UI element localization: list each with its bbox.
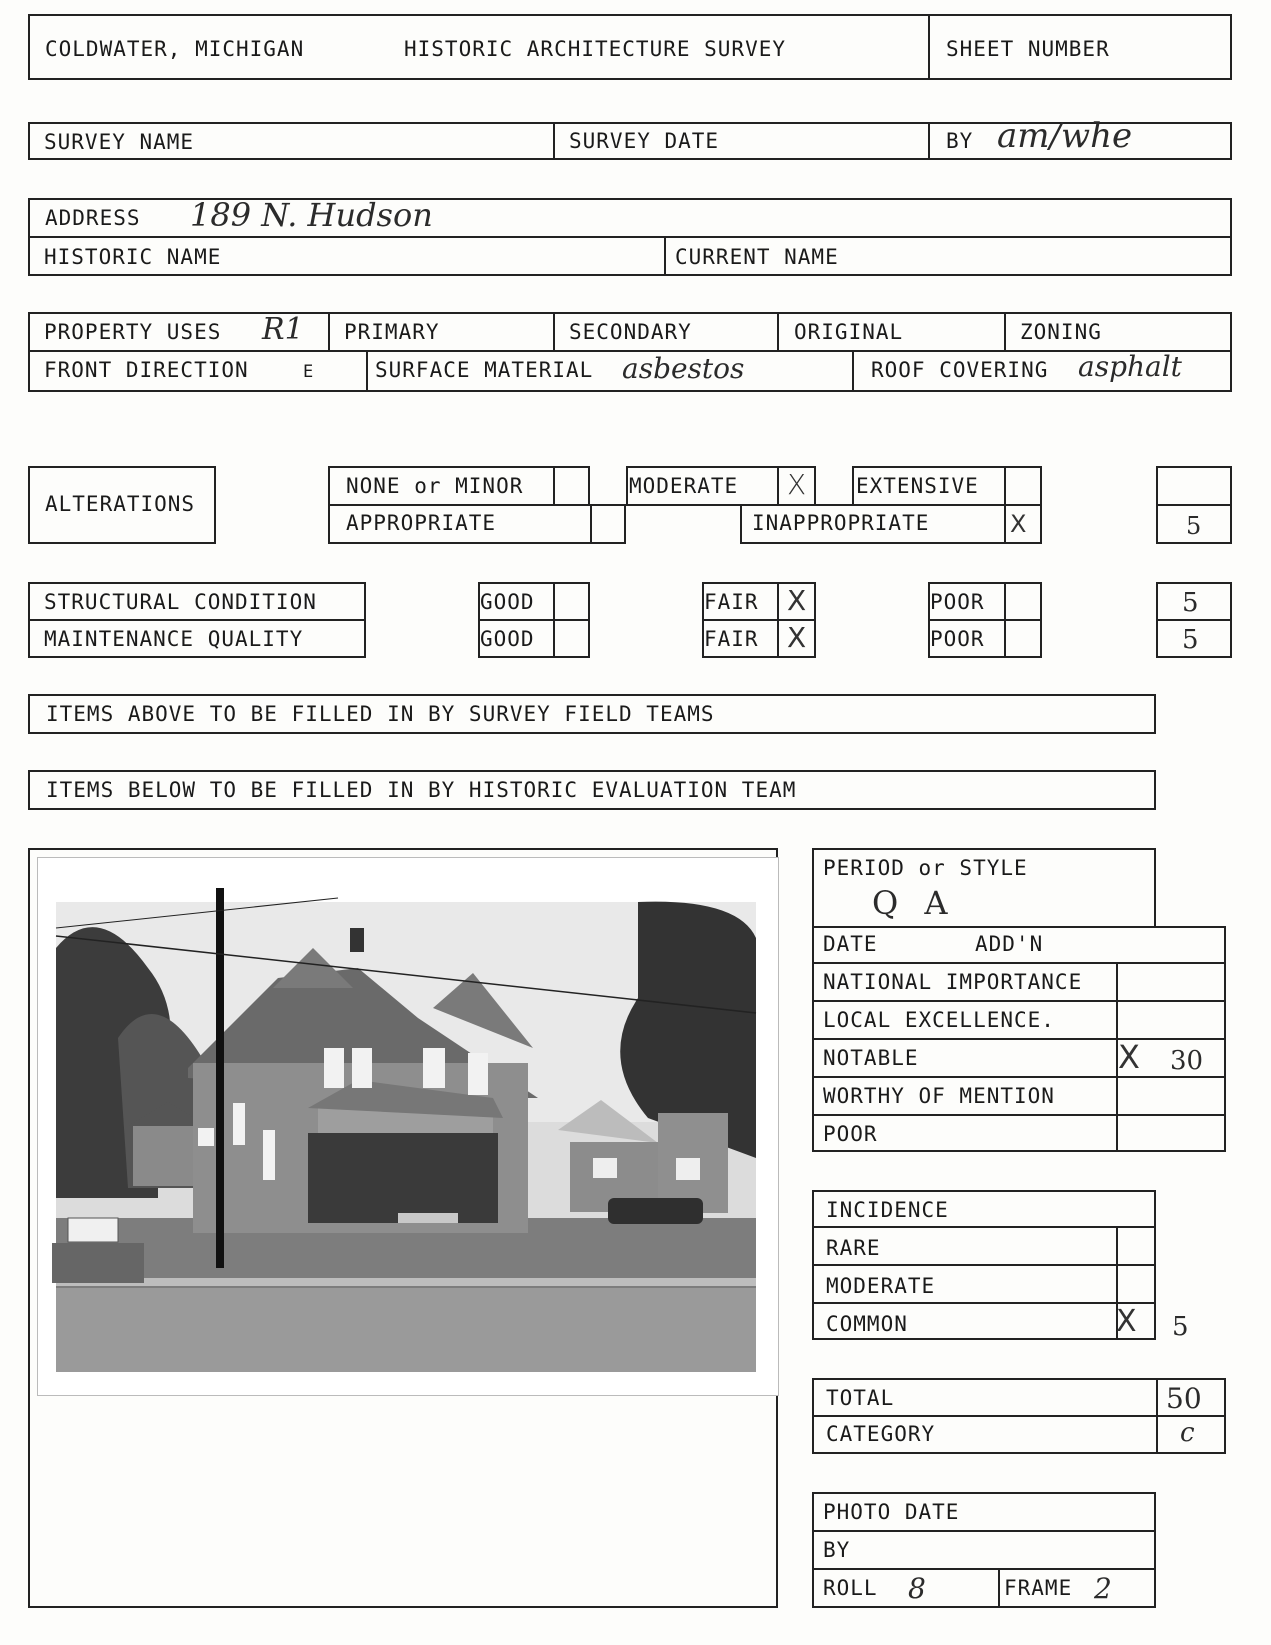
photo-date-label: PHOTO DATE (823, 1500, 960, 1524)
good-div-v (553, 582, 555, 658)
survey-row-div1 (553, 122, 555, 160)
fair-div-v (777, 582, 779, 658)
moderate-mark: X (787, 468, 807, 501)
prop-div2 (553, 312, 555, 352)
inappropriate-mark: X (1010, 510, 1027, 538)
front-direction-label: FRONT DIRECTION (44, 358, 249, 382)
poor-div-v (1004, 582, 1006, 658)
none-minor-label: NONE or MINOR (346, 474, 524, 498)
address-value: 189 N. Hudson (190, 196, 433, 234)
moderate-check-div (777, 466, 779, 506)
common-score: 5 (1172, 1312, 1189, 1342)
address-label: ADDRESS (45, 206, 141, 230)
city-label: COLDWATER, MICHIGAN (45, 37, 305, 61)
address-divider (28, 236, 1232, 238)
historic-name-label: HISTORIC NAME (44, 245, 222, 269)
extensive-check-div (1004, 466, 1006, 506)
common-label: COMMON (826, 1312, 908, 1336)
survey-date-label: SURVEY DATE (569, 129, 720, 153)
items-above-note: ITEMS ABOVE TO BE FILLED IN BY SURVEY FIELD TEAMS (46, 702, 715, 726)
condition-score-div (1156, 619, 1232, 621)
period-style-value: Q A (872, 884, 956, 922)
structural-condition-label: STRUCTURAL CONDITION (44, 590, 317, 614)
survey-by-value: am/whe (997, 116, 1133, 156)
alterations-label: ALTERATIONS (45, 492, 196, 516)
survey-row-bottom (28, 158, 1232, 160)
photo-by-label: BY (823, 1538, 851, 1562)
house-photo-image (38, 858, 778, 1395)
maintenance-fair-label: FAIR (704, 627, 759, 651)
good-div-h (478, 619, 590, 621)
local-excellence-label: LOCAL EXCELLENCE. (823, 1008, 1055, 1032)
none-minor-check-div (553, 466, 555, 506)
zoning-label: ZONING (1020, 320, 1102, 344)
total-value: 50 (1166, 1382, 1202, 1415)
maintenance-score: 5 (1182, 625, 1199, 655)
extensive-label: EXTENSIVE (856, 474, 979, 498)
category-value: c (1180, 1418, 1195, 1448)
structural-score: 5 (1182, 588, 1199, 618)
roll-value: 8 (908, 1572, 926, 1605)
date-label: DATE (823, 932, 878, 956)
imp-row1 (812, 962, 1226, 964)
totals-div-v (1156, 1378, 1158, 1454)
survey-row-div2 (928, 122, 930, 160)
alterations-score: 5 (1186, 512, 1202, 540)
rare-label: RARE (826, 1236, 881, 1260)
prop-div1 (328, 312, 330, 352)
survey-name-label: SURVEY NAME (44, 130, 195, 154)
alterations-score-div (1156, 504, 1232, 506)
surface-material-label: SURFACE MATERIAL (375, 358, 594, 382)
front-direction-value: E (303, 362, 315, 382)
header-divider (928, 14, 930, 80)
notable-score: 30 (1170, 1046, 1204, 1076)
maintenance-poor-label: POOR (930, 627, 985, 651)
structural-fair-label: FAIR (704, 590, 759, 614)
totals-div-h (812, 1415, 1226, 1417)
inc-row3 (812, 1302, 1156, 1304)
maintenance-good-label: GOOD (480, 627, 535, 651)
imp-row2 (812, 1000, 1226, 1002)
surface-material-value: asbestos (622, 352, 745, 385)
imp-row4 (812, 1076, 1226, 1078)
frame-value: 2 (1094, 1572, 1112, 1605)
total-label: TOTAL (826, 1386, 895, 1410)
common-mark: X (1116, 1304, 1137, 1339)
survey-row-right (1230, 122, 1232, 160)
worthy-of-mention-label: WORTHY OF MENTION (823, 1084, 1055, 1108)
notable-mark: X (1118, 1038, 1140, 1076)
category-label: CATEGORY (826, 1422, 936, 1446)
structural-good-label: GOOD (480, 590, 535, 614)
incidence-label: INCIDENCE (826, 1198, 949, 1222)
maintenance-fair-mark: X (787, 621, 807, 654)
maintenance-quality-label: MAINTENANCE QUALITY (44, 627, 304, 651)
inappropriate-check-div (1004, 504, 1006, 544)
primary-label: PRIMARY (344, 320, 440, 344)
incidence-moderate-label: MODERATE (826, 1274, 936, 1298)
property-uses-label: PROPERTY USES (44, 320, 222, 344)
sheet-number-label: SHEET NUMBER (946, 37, 1110, 61)
roll-label: ROLL (823, 1576, 878, 1600)
name-divider (664, 236, 666, 276)
frame-label: FRAME (1004, 1576, 1073, 1600)
roof-covering-value: asphalt (1078, 350, 1182, 383)
period-style-label: PERIOD or STYLE (823, 856, 1028, 880)
structural-poor-label: POOR (930, 590, 985, 614)
addn-label: ADD'N (975, 932, 1044, 956)
current-name-label: CURRENT NAME (675, 245, 839, 269)
inc-row2 (812, 1264, 1156, 1266)
photo-info-row2 (812, 1568, 1156, 1570)
original-label: ORIGINAL (794, 320, 904, 344)
moderate-label: MODERATE (629, 474, 739, 498)
form-title: HISTORIC ARCHITECTURE SURVEY (404, 37, 787, 61)
prop-div6 (852, 350, 854, 392)
prop-div5 (366, 350, 368, 392)
imp-row5 (812, 1114, 1226, 1116)
appropriate-check-div (590, 504, 592, 544)
importance-poor-label: POOR (823, 1122, 878, 1146)
prop-div3 (777, 312, 779, 352)
appropriate-label: APPROPRIATE (346, 511, 497, 535)
survey-by-label: BY (946, 129, 974, 153)
survey-row-left (28, 122, 30, 160)
poor-div-h (928, 619, 1042, 621)
national-importance-label: NATIONAL IMPORTANCE (823, 970, 1083, 994)
condition-label-div (28, 619, 366, 621)
structural-fair-mark: X (787, 584, 807, 617)
prop-div4 (1004, 312, 1006, 352)
house-photograph (38, 858, 778, 1395)
inc-row1 (812, 1226, 1156, 1228)
imp-row3 (812, 1038, 1226, 1040)
secondary-label: SECONDARY (569, 320, 692, 344)
roof-covering-label: ROOF COVERING (871, 358, 1049, 382)
photo-info-row1 (812, 1530, 1156, 1532)
inappropriate-label: INAPPROPRIATE (752, 511, 930, 535)
notable-label: NOTABLE (823, 1046, 919, 1070)
roll-frame-div (998, 1568, 1000, 1608)
property-uses-value: R1 (262, 312, 304, 347)
items-below-note: ITEMS BELOW TO BE FILLED IN BY HISTORIC EVALUATION TEAM (46, 778, 797, 802)
